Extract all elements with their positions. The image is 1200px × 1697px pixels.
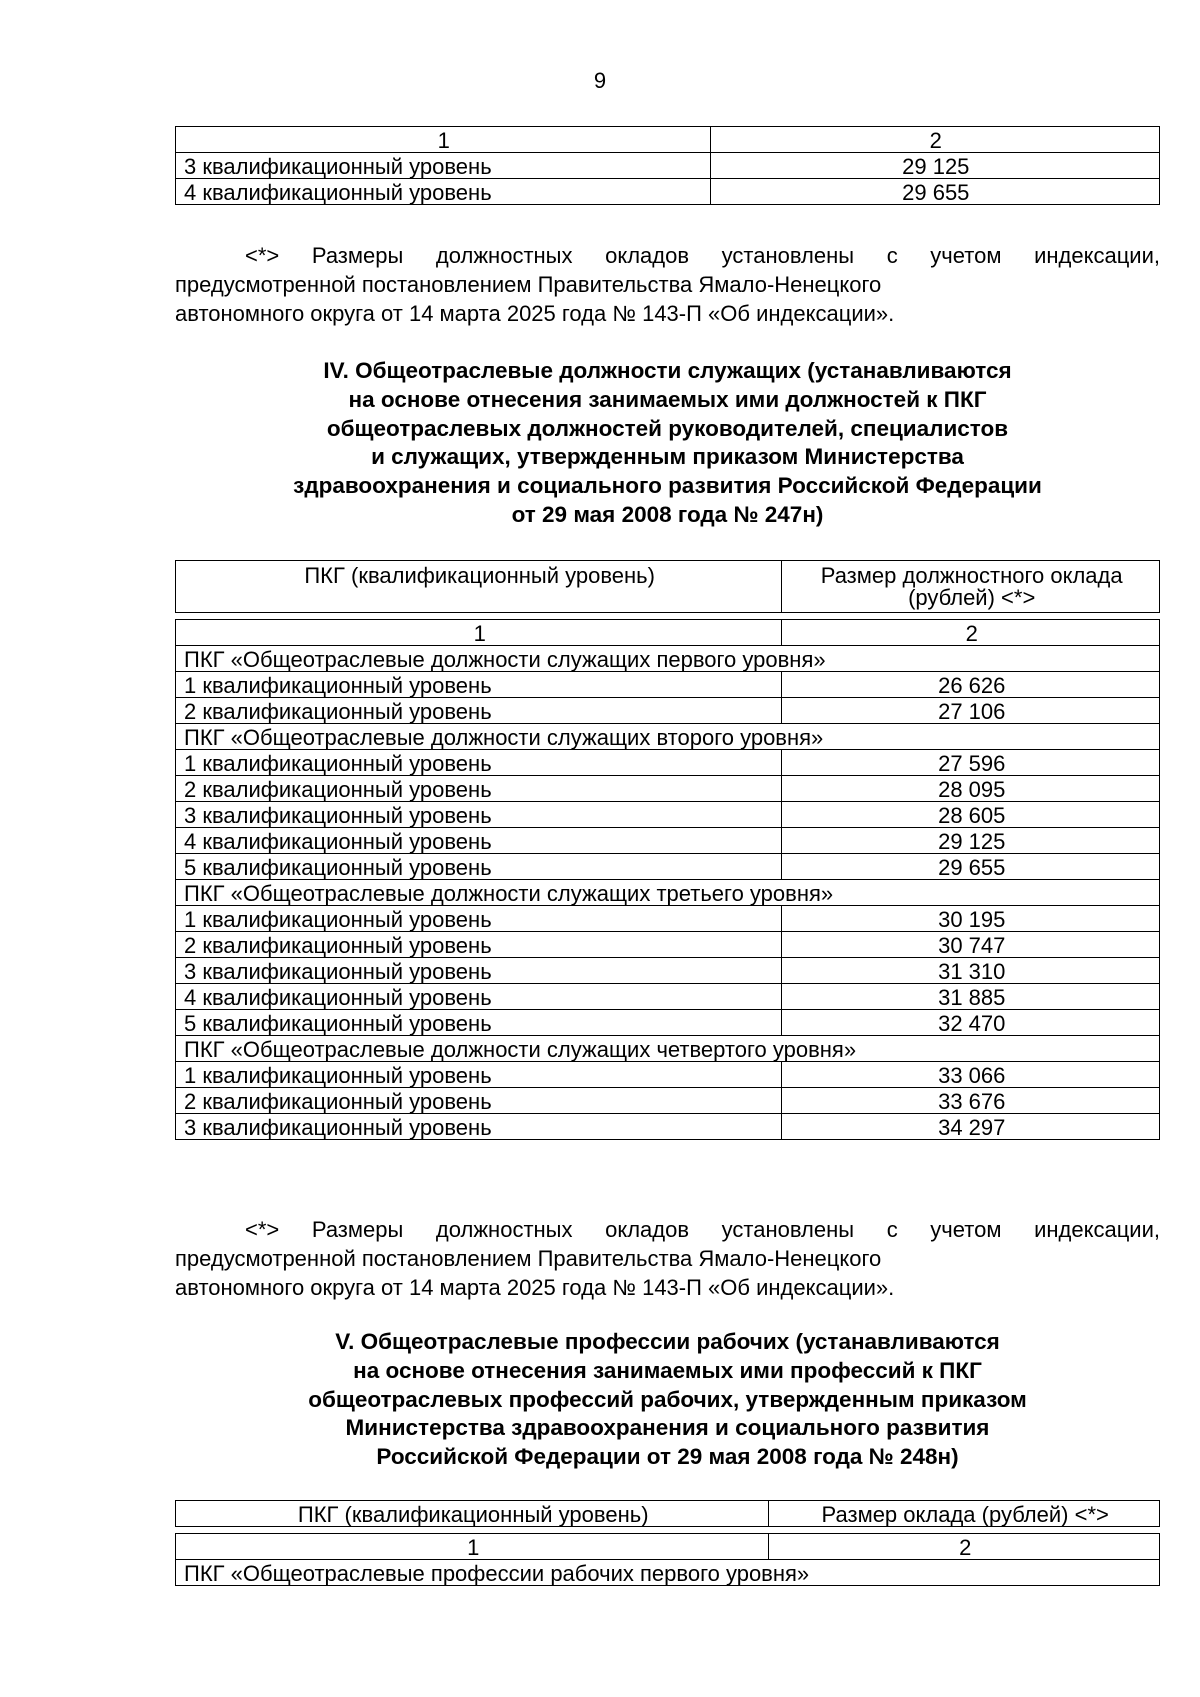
salary-cell: 28 095 [782,776,1160,802]
group-name-cell: ПКГ «Общеотраслевые должности служащих третьего уровня» [176,880,1160,906]
level-cell: 1 квалификационный уровень [176,906,782,932]
section-5-table [175,1533,1160,1586]
title-line: на основе отнесения занимаемых ими должностей к ПКГ [348,386,987,412]
level-cell: 1 квалификационный уровень [176,672,782,698]
group-name-cell: ПКГ «Общеотраслевые должности служащих четвертого уровня» [176,1036,1160,1062]
level-cell: 2 квалификационный уровень [176,932,782,958]
salary-cell: 26 626 [782,672,1160,698]
page-number: 9 [593,68,607,93]
group-name-cell: ПКГ «Общеотраслевые должности служащих второго уровня» [176,724,1160,750]
salary-cell: 29 655 [782,854,1160,880]
level-cell: 2 квалификационный уровень [176,776,782,802]
salary-cell: 33 066 [782,1062,1160,1088]
group-row [176,724,1160,750]
level-cell: 4 квалификационный уровень [176,179,711,205]
header-col-level: ПКГ (квалификационный уровень) [176,1501,769,1527]
level-cell: 2 квалификационный уровень [176,1088,782,1114]
table-continuation [175,126,1160,205]
level-cell: 5 квалификационный уровень [176,1010,782,1036]
title-line: общеотраслевых профессий рабочих, утвержденным приказом [308,1386,1027,1412]
salary-cell: 31 310 [782,958,1160,984]
table-row [176,1114,1160,1140]
level-cell: 4 квалификационный уровень [176,828,782,854]
title-line: Российской Федерации от 29 мая 2008 года № 248н) [376,1444,959,1470]
level-cell: 1 квалификационный уровень [176,750,782,776]
footnote-indexation [175,241,1160,328]
salary-cell: 27 106 [782,698,1160,724]
footnote-line: <*> Размеры должностных окладов установлены с учетом индексации, предусмотренной постановлением Правительства Ямало-Ненецкого [175,243,1160,297]
salary-cell: 29 125 [782,828,1160,854]
section-4-table-header [175,560,1160,613]
table-row [176,179,1160,205]
group-row [176,1036,1160,1062]
section-4-title [175,357,1160,530]
salary-cell: 29 125 [710,153,1159,179]
column-number-row [176,127,1160,153]
level-cell: 3 квалификационный уровень [176,802,782,828]
level-cell: 3 квалификационный уровень [176,153,711,179]
group-row [176,646,1160,672]
footnote-indexation [175,1215,1160,1302]
salary-cell: 32 470 [782,1010,1160,1036]
table-row [176,1010,1160,1036]
footnote-line: <*> Размеры должностных окладов установлены с учетом индексации, предусмотренной постановлением Правительства Ямало-Ненецкого [175,1217,1160,1271]
title-line: и служащих, утвержденным приказом Министерства [371,444,964,470]
group-row [176,1560,1160,1586]
column-number-1: 1 [176,1534,769,1560]
group-name-cell: ПКГ «Общеотраслевые профессии рабочих первого уровня» [176,1560,1160,1586]
title-line: Министерства здравоохранения и социального развития [345,1415,990,1441]
section-5-title [175,1328,1160,1472]
table-row [176,984,1160,1010]
salary-cell: 31 885 [782,984,1160,1010]
section-5-table-header [175,1500,1160,1527]
section-4-table [175,619,1160,1140]
table-row [176,828,1160,854]
column-number-1: 1 [176,620,782,646]
title-line: на основе отнесения занимаемых ими профессий к ПКГ [353,1357,982,1383]
title-line: IV. Общеотраслевые должности служащих (устанавливаются [323,358,1012,383]
table-row [176,153,1160,179]
footnote-line: автономного округа от 14 марта 2025 года № 143-П «Об индексации». [175,301,895,326]
column-number-row [176,1534,1160,1560]
table-row [176,776,1160,802]
header-col-salary: Размер должностного оклада (рублей) <*> [782,561,1160,613]
level-cell: 3 квалификационный уровень [176,958,782,984]
level-cell: 4 квалификационный уровень [176,984,782,1010]
footnote-line: автономного округа от 14 марта 2025 года № 143-П «Об индексации». [175,1275,895,1300]
table-row [176,958,1160,984]
section-4-table-body [176,620,1160,1140]
table-row [176,1088,1160,1114]
salary-cell: 29 655 [710,179,1159,205]
column-number-2: 2 [710,127,1159,153]
salary-cell: 27 596 [782,750,1160,776]
table-row [176,750,1160,776]
title-line: от 29 мая 2008 года № 247н) [511,501,824,527]
level-cell: 3 квалификационный уровень [176,1114,782,1140]
title-line: V. Общеотраслевые профессии рабочих (устанавливаются [335,1329,1000,1354]
column-number-2: 2 [769,1534,1160,1560]
column-number-row [176,620,1160,646]
group-name-cell: ПКГ «Общеотраслевые должности служащих первого уровня» [176,646,1160,672]
salary-cell: 28 605 [782,802,1160,828]
table-row [176,698,1160,724]
level-cell: 2 квалификационный уровень [176,698,782,724]
header-col-level: ПКГ (квалификационный уровень) [176,561,782,613]
salary-cell: 34 297 [782,1114,1160,1140]
table-row [176,1062,1160,1088]
salary-cell: 33 676 [782,1088,1160,1114]
column-number-1: 1 [176,127,711,153]
column-number-2: 2 [782,620,1160,646]
salary-cell: 30 747 [782,932,1160,958]
table-row [176,672,1160,698]
salary-cell: 30 195 [782,906,1160,932]
title-line: здравоохранения и социального развития Российской Федерации [293,473,1042,499]
table-row [176,906,1160,932]
header-col-salary: Размер оклада (рублей) <*> [769,1501,1160,1527]
table-row [176,802,1160,828]
title-line: общеотраслевых должностей руководителей, специалистов [326,415,1009,441]
level-cell: 5 квалификационный уровень [176,854,782,880]
level-cell: 1 квалификационный уровень [176,1062,782,1088]
table-row [176,854,1160,880]
group-row [176,880,1160,906]
table-row [176,932,1160,958]
